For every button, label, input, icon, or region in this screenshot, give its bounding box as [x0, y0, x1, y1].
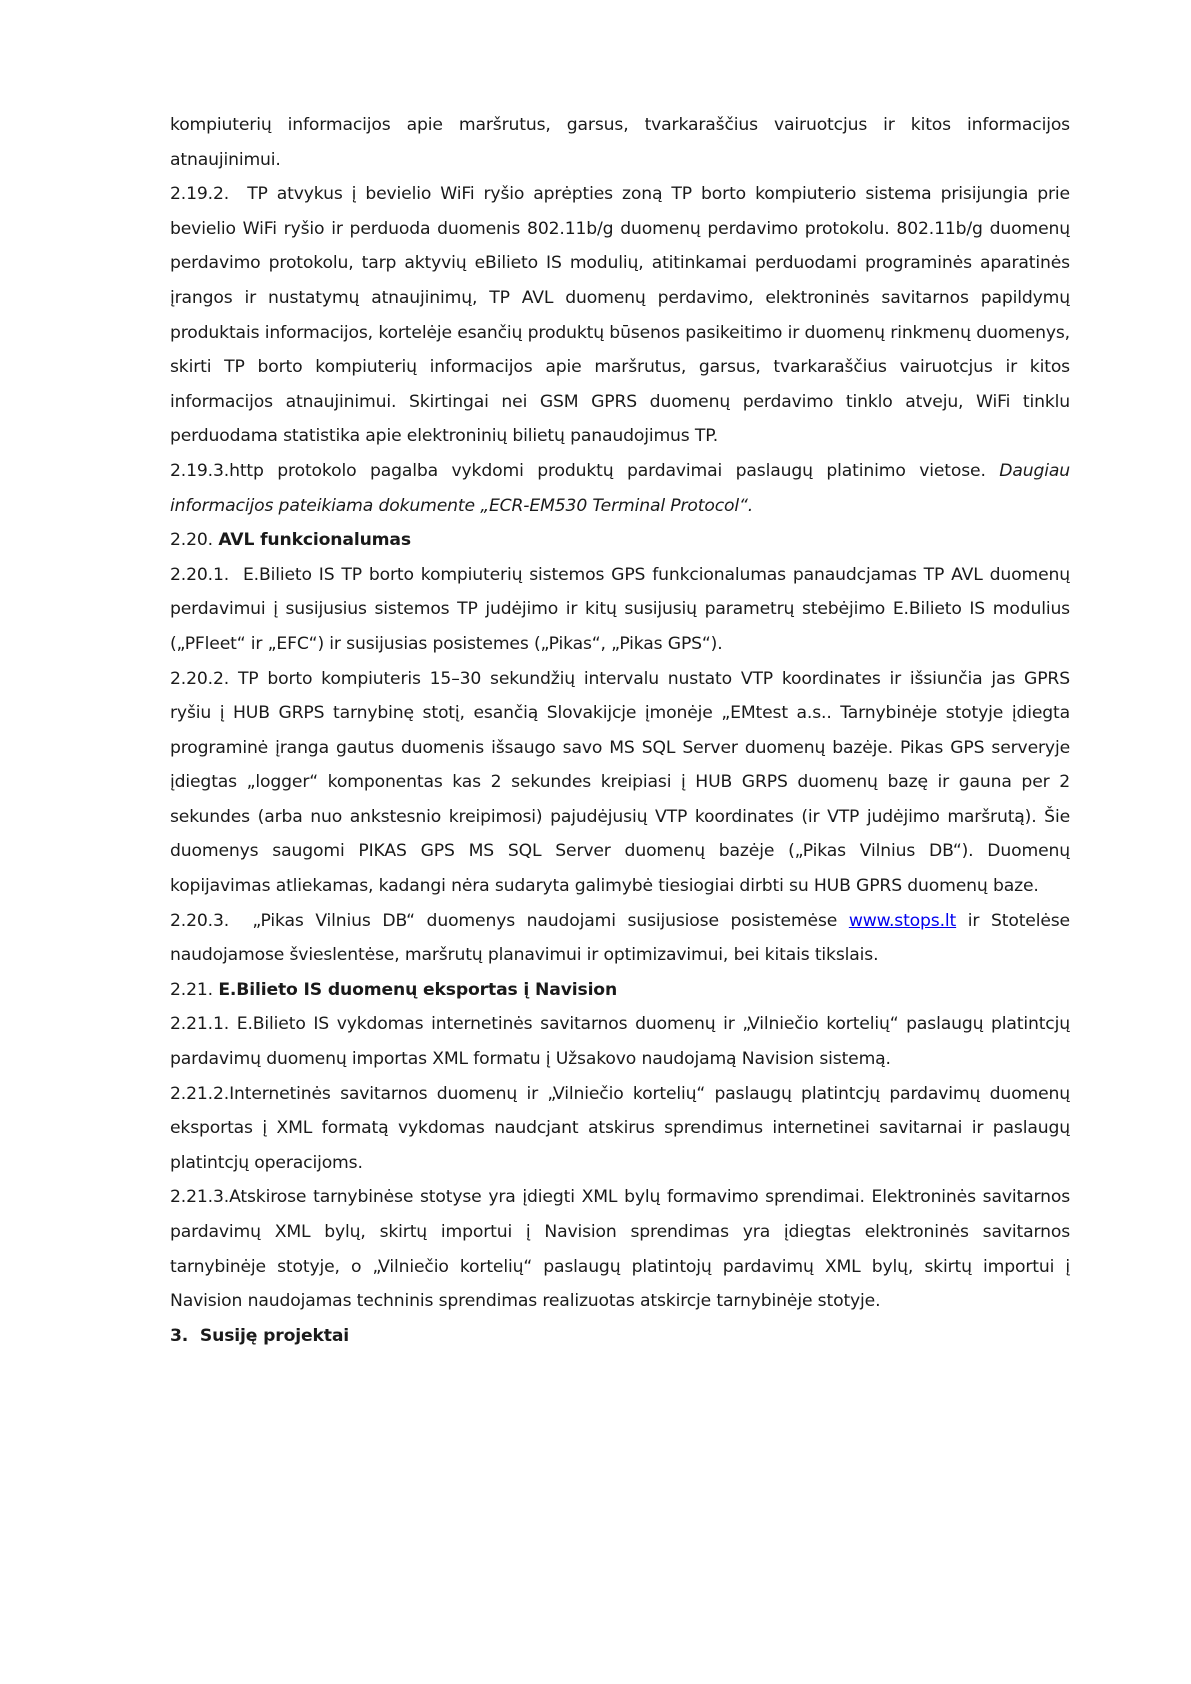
paragraph-number: 2.21.1. — [170, 1014, 230, 1035]
paragraph-number: 2.20.1. — [170, 564, 230, 585]
paragraph-text: E.Bilieto IS vykdomas internetinės savitarnos duomenų ir „Vilniečio kortelių“ paslaugų platintcjų pardavimų duomenų importas XML formatu į Užsakovo naudojamą Navision sistemą. — [170, 1014, 1070, 1070]
document-page — [170, 108, 1070, 1353]
paragraph-text: E.Bilieto IS TP borto kompiuterių sistemos GPS funkcionalumas panaudcjamas TP AVL duomenų perdavimui į susijusius sistemos TP judėjimo ir kitų susijusių parametrų stebėjimo E.Bilieto IS modulius („PFleet“ ir „EFC“) ir susijusias posistemes („Pikas“, „Pikas GPS“). — [170, 564, 1070, 654]
paragraph-text: TP borto kompiuteris 15–30 sekundžių intervalu nustato VTP koordinates ir išsiunčia jas GPRS ryšiu į HUB GRPS tarnybinę stotį, esančią Slovakijcje įmonėje „EMtest a.s.. Tarnybinėje stotyje įdiegta programinė įranga gautus duomenis išsaugo savo MS SQL Server duomenų bazėje. Pikas GPS serveryje įdiegtas „logger“ komponentas kas 2 sekundes kreipiasi į HUB GRPS duomenų bazę ir gauna per 2 sekundes (arba nuo ankstesnio kreipimosi) pajudėjusių VTP koordinates (ir VTP judėjimo maršrutą). Šie duomenys saugomi PIKAS GPS MS SQL Server duomenų bazėje („Pikas Vilnius DB“). Duomenų kopijavimas atliekamas, kadangi nėra sudaryta galimybė tiesiogiai dirbti su HUB GPRS duomenų baze. — [170, 668, 1070, 897]
paragraph-number: 2.20.2. — [170, 668, 230, 689]
paragraph-text: kompiuterių informacijos apie maršrutus, garsus, tvarkaraščius vairuotcjus ir kitos informacijos atnaujinimui. — [170, 115, 1070, 170]
paragraph-text: TP atvykus į bevielio WiFi ryšio aprėpties zoną TP borto kompiuterio sistema prisijungia prie bevielio WiFi ryšio ir perduoda duomenis 802.11b/g duomenų perdavimo protokolu. 802.11b/g duomenų perdavimo protokolu, tarp aktyvių eBilieto IS modulių, atitinkamai perduodami programinės aparatinės įrangos ir nustatymų atnaujinimų, TP AVL duomenų perdavimo, elektroninės savitarnos papildymų produktais informacijos, kortelėje esančių produktų būsenos pasikeitimo ir duomenų rinkmenų duomenys, skirti TP borto kompiuterių informacijos apie maršrutus, garsus, tvarkaraščius vairuotcjus ir kitos informacijos atnaujinimui. Skirtingai nei GSM GPRS duomenų perdavimo tinklo atveju, WiFi tinklu perduodama statistika apie elektroninių bilietų panaudojimus TP. — [170, 184, 1070, 447]
paragraph-number: 2.19.3. — [170, 460, 230, 481]
paragraph-number: 2.21.2. — [170, 1083, 230, 1104]
paragraph-text: Internetinės savitarnos duomenų ir „Vilniečio kortelių“ paslaugų platintcjų pardavimų duomenų eksportas į XML formatą vykdomas naudcjant atskirus sprendimus internetinei savitarnai ir paslaugų platintcjų operacijoms. — [170, 1083, 1070, 1173]
paragraph-2-21-2 — [170, 1077, 1070, 1181]
paragraph-2-21-1 — [170, 1007, 1070, 1076]
heading-2-21 — [170, 973, 1070, 1008]
paragraph-italic-reference: Daugiau informacijos pateikiama dokumente „ECR-EM530 Terminal Protocol“. — [170, 460, 1070, 516]
paragraph-2-20-3 — [170, 904, 1070, 973]
heading-title: E.Bilieto IS duomenų eksportas į Navision — [218, 979, 618, 1000]
stops-lt-link[interactable]: www.stops.lt — [848, 910, 957, 931]
heading-number: 2.20. — [170, 530, 213, 551]
paragraph-2-20-2 — [170, 662, 1070, 904]
heading-number: 2.21. — [170, 979, 213, 1000]
heading-2-20 — [170, 523, 1070, 558]
paragraph-2-20-1 — [170, 558, 1070, 662]
paragraph-2-19-3 — [170, 454, 1070, 523]
paragraph-text-after-link: ir Stotelėse naudojamose švieslentėse, maršrutų planavimui ir optimizavimui, bei kitais tikslais. — [170, 910, 1070, 966]
intro-paragraph — [170, 108, 1070, 177]
paragraph-text: http protokolo pagalba vykdomi produktų pardavimai paslaugų platinimo vietose. — [229, 460, 1000, 481]
paragraph-text: Atskirose tarnybinėse stotyse yra įdiegti XML bylų formavimo sprendimai. Elektroninės savitarnos pardavimų XML bylų, skirtų importui į Navision sprendimas yra įdiegtas elektroninės savitarnos tarnybinėje stotyje, o „Vilniečio kortelių“ paslaugų platintojų pardavimų XML bylų, skirtų importui į Navision naudojamas techninis sprendimas realizuotas atskircje tarnybinėje stotyje. — [170, 1187, 1070, 1312]
paragraph-text: „Pikas Vilnius DB“ duomenys naudojami susijusiose posistemėse — [252, 910, 849, 931]
heading-title: AVL funkcionalumas — [218, 530, 411, 551]
paragraph-2-21-3 — [170, 1180, 1070, 1318]
paragraph-2-19-2 — [170, 177, 1070, 454]
section-number: 3. — [170, 1325, 189, 1346]
section-title: Susiję projektai — [199, 1325, 350, 1346]
paragraph-number: 2.20.3. — [170, 910, 230, 931]
paragraph-number: 2.19.2. — [170, 184, 230, 205]
section-heading-3 — [170, 1319, 1070, 1354]
paragraph-number: 2.21.3. — [170, 1187, 230, 1208]
